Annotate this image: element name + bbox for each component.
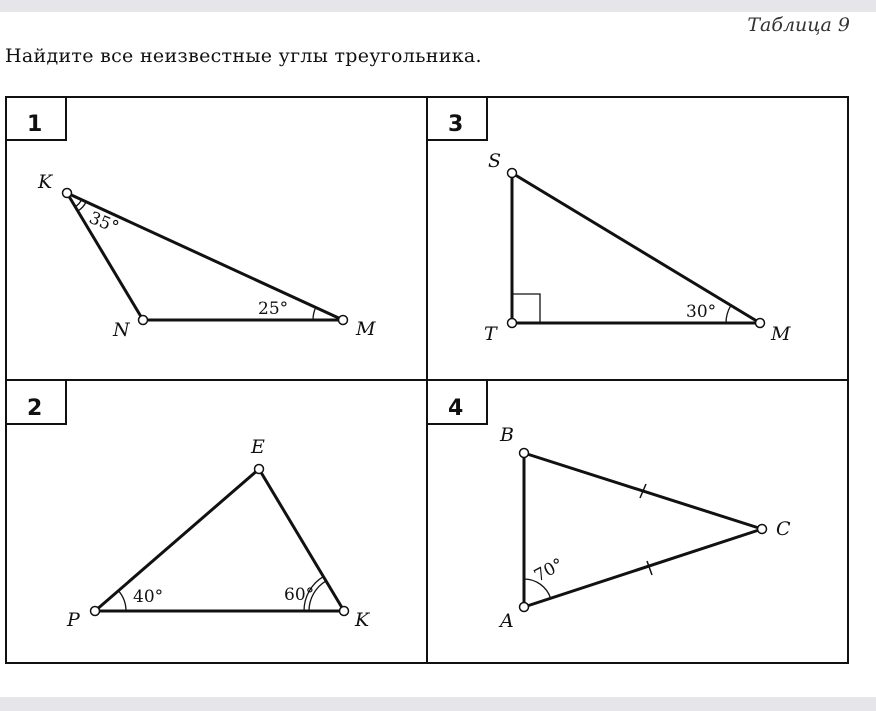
triangle-knm xyxy=(67,193,343,320)
point-label-p: P xyxy=(67,609,80,631)
point-label-m: M xyxy=(356,318,376,340)
point-label-c: C xyxy=(776,518,791,540)
point-label-s: S xyxy=(488,150,502,172)
angle-label-k2: 60° xyxy=(284,585,315,605)
angle-label-m: 25° xyxy=(258,299,289,319)
panel-1 xyxy=(6,97,376,341)
task-heading: Найдите все неизвестные углы треугольника. xyxy=(5,45,482,67)
panel-2 xyxy=(6,380,371,631)
top-gray-band xyxy=(0,0,876,12)
angle-arc-m xyxy=(726,305,731,323)
bottom-gray-band xyxy=(0,697,876,711)
vertex-points-4 xyxy=(520,449,767,612)
point-label-k: K xyxy=(38,171,53,193)
angle-label-m3: 30° xyxy=(686,302,717,322)
panel-1-number: 1 xyxy=(27,112,43,137)
panel-4-number: 4 xyxy=(448,396,464,421)
point-label-e: E xyxy=(251,436,265,458)
point-label-k2: K xyxy=(355,609,370,631)
panel-4 xyxy=(427,380,791,632)
table-number-label: Таблица 9 xyxy=(747,14,850,36)
angle-label-a: 70° xyxy=(530,554,567,587)
triangles-grid xyxy=(0,12,876,697)
panel-3-number: 3 xyxy=(448,112,464,137)
triangle-stm xyxy=(512,173,760,323)
point-label-m3: M xyxy=(771,323,791,345)
triangle-bca xyxy=(524,453,762,607)
panel-3 xyxy=(427,97,791,345)
equal-side-ticks xyxy=(640,484,652,575)
right-angle-mark xyxy=(512,294,540,323)
panel-2-number: 2 xyxy=(27,396,43,421)
angle-label-p: 40° xyxy=(133,587,164,607)
point-label-b: B xyxy=(500,424,514,446)
point-label-n: N xyxy=(113,319,130,341)
point-label-t: T xyxy=(484,323,497,345)
angle-label-k: 35° xyxy=(86,208,122,238)
point-label-a: A xyxy=(500,610,514,632)
